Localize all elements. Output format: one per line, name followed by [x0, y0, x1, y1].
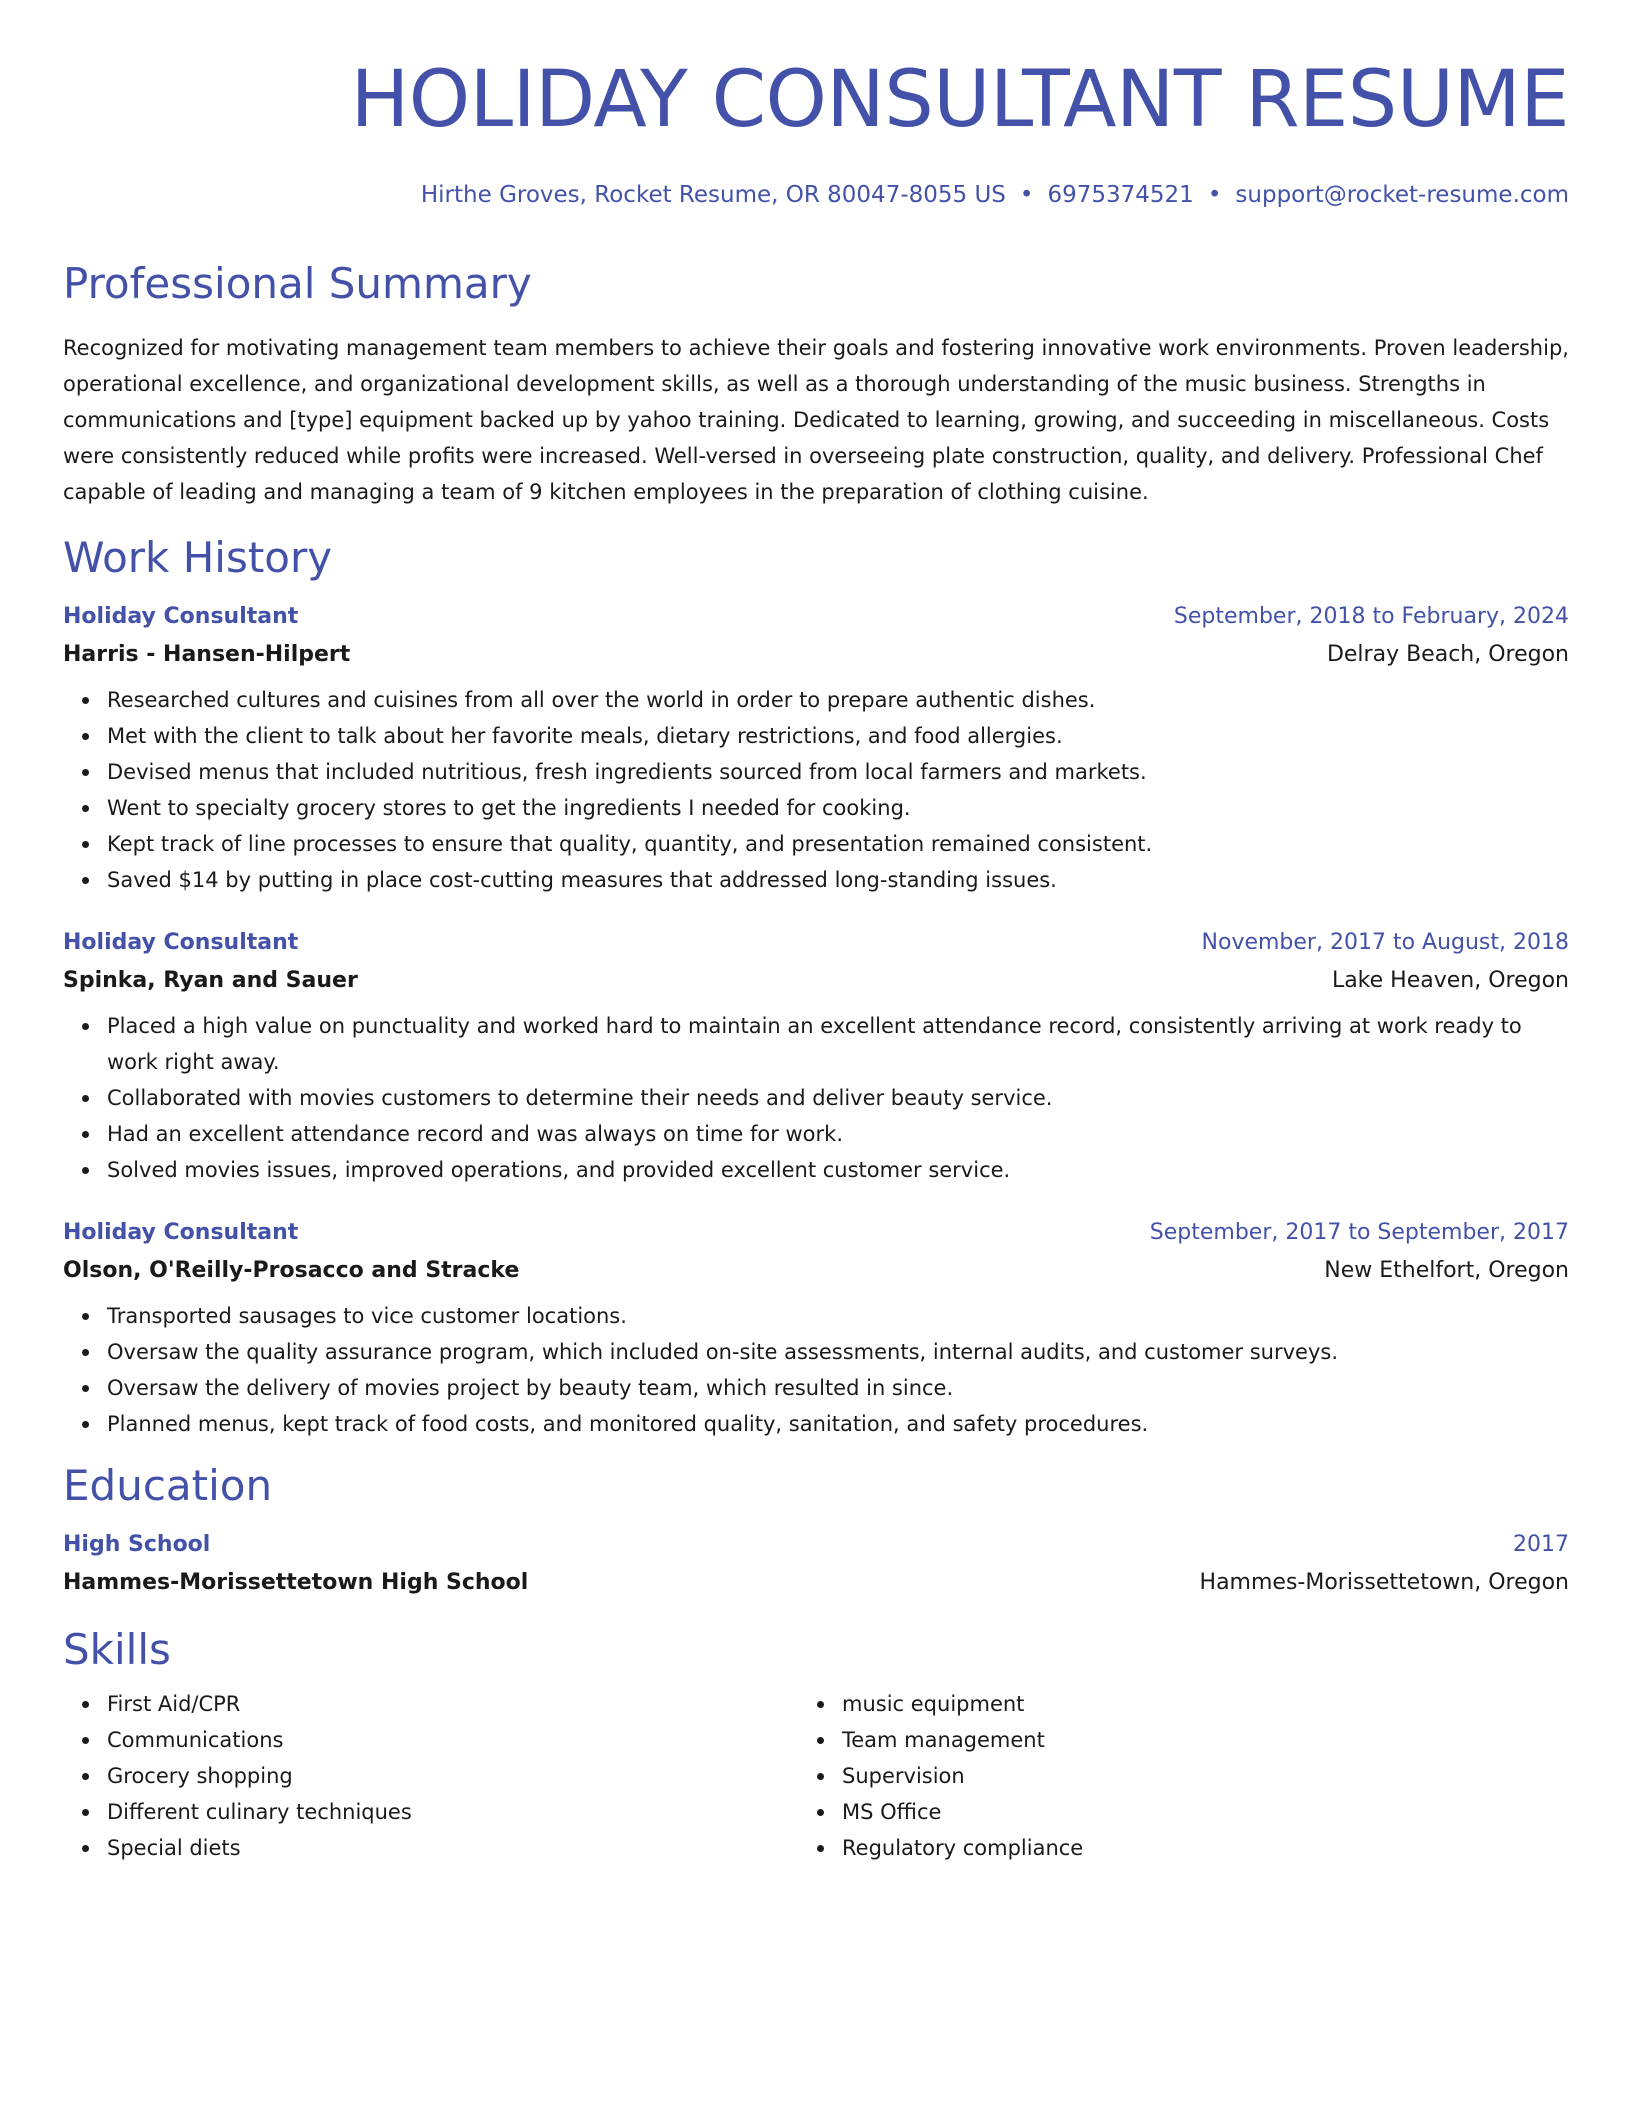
skill-item: First Aid/CPR [107, 1686, 798, 1722]
job-bullet: Oversaw the quality assurance program, which included on-site assessments, internal audits, and customer surveys. [107, 1334, 1569, 1370]
education-entry [63, 1530, 1569, 1598]
skill-item: MS Office [842, 1794, 1533, 1830]
job-bullet: Had an excellent attendance record and was always on time for work. [107, 1116, 1569, 1152]
education-heading: Education [63, 1461, 273, 1510]
job-bullets [63, 1008, 1569, 1188]
contact-separator: • [1019, 182, 1034, 208]
job-dates: September, 2017 to September, 2017 [1149, 1220, 1569, 1245]
skill-item: Special diets [107, 1830, 798, 1866]
job-bullet: Researched cultures and cuisines from all over the world in order to prepare authentic dishes. [107, 682, 1569, 718]
contact-phone: 6975374521 [1047, 182, 1194, 208]
summary-heading: Professional Summary [63, 259, 532, 308]
job-location: Lake Heaven, Oregon [1331, 968, 1569, 993]
skills-heading: Skills [63, 1625, 171, 1674]
job-bullet: Placed a high value on punctuality and worked hard to maintain an excellent attendance record, consistently arriving at work ready to work right away. [107, 1008, 1569, 1080]
job-dates: September, 2018 to February, 2024 [1173, 604, 1569, 629]
skills-list [63, 1686, 1569, 1866]
job-bullet: Devised menus that included nutritious, fresh ingredients sourced from local farmers and markets. [107, 754, 1569, 790]
skill-item: Different culinary techniques [107, 1794, 798, 1830]
education-degree: High School [63, 1532, 211, 1557]
job-company: Harris - Hansen-Hilpert [63, 642, 351, 667]
job-title: Holiday Consultant [63, 1220, 299, 1245]
job-bullet: Planned menus, kept track of food costs, and monitored quality, sanitation, and safety procedures. [107, 1406, 1569, 1442]
contact-separator: • [1207, 182, 1222, 208]
job-company: Olson, O'Reilly-Prosacco and Stracke [63, 1258, 520, 1283]
job-dates: November, 2017 to August, 2018 [1201, 930, 1569, 955]
skill-item: Grocery shopping [107, 1758, 798, 1794]
job-bullets [63, 682, 1569, 898]
job-bullet: Oversaw the delivery of movies project by beauty team, which resulted in since. [107, 1370, 1569, 1406]
job-bullets [63, 1298, 1569, 1442]
contact-address: Hirthe Groves, Rocket Resume, OR 80047-8055 US [420, 182, 1006, 208]
job-bullet: Went to specialty grocery stores to get the ingredients I needed for cooking. [107, 790, 1569, 826]
contact-line [63, 180, 1569, 210]
job-bullet: Collaborated with movies customers to determine their needs and deliver beauty service. [107, 1080, 1569, 1116]
job-company: Spinka, Ryan and Sauer [63, 968, 358, 993]
contact-email: support@rocket-resume.com [1235, 182, 1569, 208]
job-title: Holiday Consultant [63, 604, 299, 629]
skill-item: music equipment [842, 1686, 1533, 1722]
job-bullet: Transported sausages to vice customer locations. [107, 1298, 1569, 1334]
skill-item: Team management [842, 1722, 1533, 1758]
job-location: Delray Beach, Oregon [1326, 642, 1569, 667]
skill-item: Communications [107, 1722, 798, 1758]
skills-column-left [63, 1686, 798, 1866]
job-entry [63, 928, 1569, 1188]
education-school: Hammes-Morissettetown High School [63, 1570, 529, 1595]
job-bullet: Saved $14 by putting in place cost-cutting measures that addressed long-standing issues. [107, 862, 1569, 898]
skills-column-right [798, 1686, 1533, 1866]
job-bullet: Solved movies issues, improved operations, and provided excellent customer service. [107, 1152, 1569, 1188]
job-location: New Ethelfort, Oregon [1324, 1258, 1569, 1283]
job-entry [63, 602, 1569, 898]
job-entry [63, 1218, 1569, 1442]
skill-item: Supervision [842, 1758, 1533, 1794]
work-history-heading: Work History [63, 533, 333, 582]
job-bullet: Kept track of line processes to ensure that quality, quantity, and presentation remained consistent. [107, 826, 1569, 862]
education-location: Hammes-Morissettetown, Oregon [1199, 1570, 1569, 1595]
resume-title: HOLIDAY CONSULTANT RESUME [350, 55, 1569, 145]
education-year: 2017 [1513, 1532, 1569, 1557]
job-title: Holiday Consultant [63, 930, 299, 955]
summary-text: Recognized for motivating management team members to achieve their goals and fostering innovative work environments. Proven leadership, operational excellence, and organizational development skills, as well as a thorough understanding of the music business. Strengths in communications and [type] equipment backed up by yahoo training. Dedicated to learning, growing, and succeeding in miscellaneous. Costs were consistently reduced while profits were increased. Well-versed in overseeing plate construction, quality, and delivery. Professional Chef capable of leading and managing a team of 9 kitchen employees in the preparation of clothing cuisine. [63, 336, 1569, 504]
skill-item: Regulatory compliance [842, 1830, 1533, 1866]
job-bullet: Met with the client to talk about her favorite meals, dietary restrictions, and food allergies. [107, 718, 1569, 754]
